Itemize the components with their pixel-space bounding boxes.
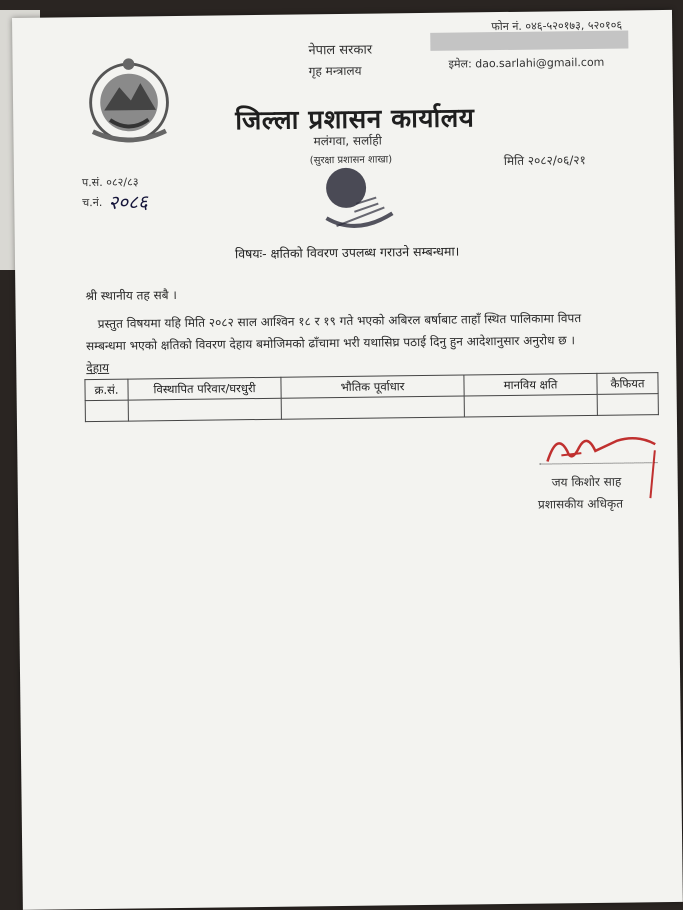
government-name: नेपाल सरकार: [308, 42, 373, 59]
signatory-title: प्रशासकीय अधिकृत: [537, 496, 624, 512]
nepal-emblem-icon: [80, 52, 177, 149]
ministry-name: गृह मन्त्रालय: [308, 63, 362, 79]
chalani-label: च.नं.: [82, 195, 103, 210]
col-sn: क्र.सं.: [85, 379, 128, 401]
office-stamp-icon: [306, 157, 407, 244]
col-displaced: विस्थापित परिवार/घरधुरी: [128, 377, 281, 400]
office-location: मलंगवा, सर्लाही: [313, 133, 382, 149]
email-address: इमेल: dao.sarlahi@gmail.com: [448, 55, 605, 71]
signatory-name: जय किशोर साह: [551, 474, 622, 490]
table-cell: [597, 394, 658, 416]
phone-number: फोन नं. ०४६-५२०१७३, ५२०१०६: [491, 18, 623, 34]
table-cell: [464, 394, 597, 417]
addressee: श्री स्थानीय तह सबै ।: [85, 288, 178, 304]
chalani-number: २०८६: [108, 191, 148, 214]
table-cell: [85, 400, 128, 422]
patra-sankhya: प.सं. ०८२/८३: [81, 175, 139, 190]
col-human-loss: मानविय क्षति: [464, 373, 597, 396]
body-line-2: सम्बन्धमा भएको क्षतिको विवरण देहाय बमोजिमको ढाँचामा भरी यथासिघ्र पठाई दिनु हुन आदेशानुसार अनुरोध छ ।: [85, 333, 576, 354]
table-cell: [281, 396, 464, 419]
body-line-1: प्रस्तुत विषयमा यहि मिति २०८२ साल आश्विन १८ र १९ गते भएको अबिरल बर्षाबाट ताहाँ स्थित पालिकामा विपत: [97, 311, 582, 331]
letter-page: [12, 10, 683, 910]
damage-table: [84, 372, 658, 422]
subject-line: विषयः- क्षतिको विवरण उपलब्ध गराउने सम्बन्धमा।: [234, 243, 460, 262]
col-infrastructure: भौतिक पूर्वाधार: [281, 375, 464, 398]
section-name: (सुरक्षा प्रशासन शाखा): [309, 154, 393, 167]
col-remarks: कैफियत: [597, 373, 658, 395]
office-title: जिल्ला प्रशासन कार्यालय: [235, 103, 475, 137]
table-cell: [128, 398, 281, 421]
letter-date: मिति २०८२/०६/२१: [503, 153, 586, 169]
table-caption: देहाय: [86, 360, 110, 376]
